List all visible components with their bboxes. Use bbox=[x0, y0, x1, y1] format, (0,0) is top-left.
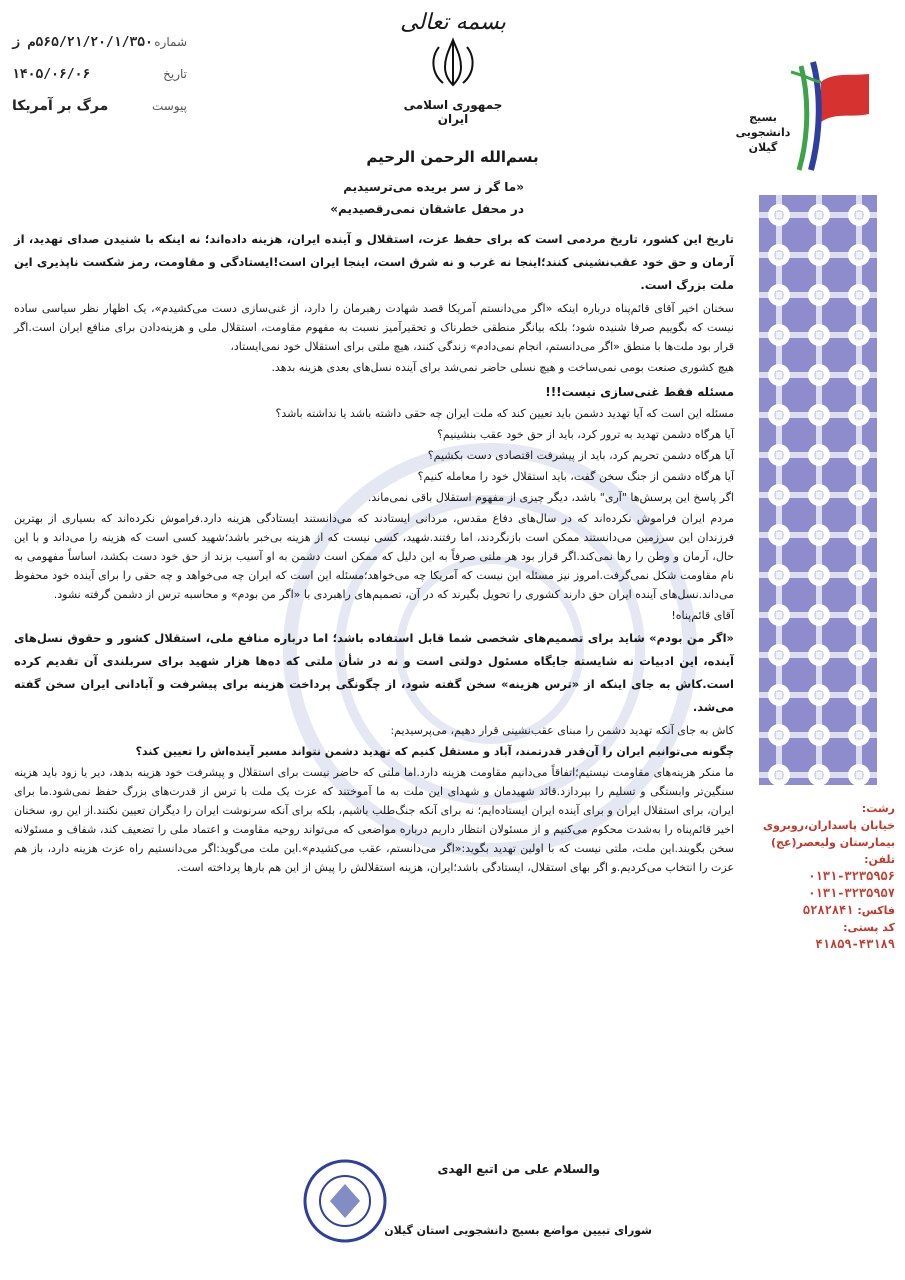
decorative-side-band bbox=[759, 195, 877, 785]
paragraph-3: هیچ کشوری صنعت بومی نمی‌ساخت و هیچ نسلی حاضر نمی‌شد برای آینده نسل‌های بعدی هزینه بدهد. bbox=[271, 361, 734, 374]
basij-logo-text bbox=[723, 110, 803, 155]
verse-line-2: در محفل عاشقان نمی‌رقصیدیم» bbox=[330, 202, 524, 216]
address-line: آقای قائم‌پناه! bbox=[671, 609, 734, 622]
question-1: مسئله این است که آیا تهدید دشمن باید تعیین کند که ملت ایران چه حقی داشته باشد یا نداشته باشد؟ bbox=[275, 407, 734, 420]
logo-line-2: دانشجویی bbox=[735, 126, 791, 139]
contact-phone-2: ۰۱۳۱-۳۲۳۵۹۵۷ bbox=[808, 886, 895, 900]
contact-fax: ۵۲۸۲۸۴۱ bbox=[802, 903, 854, 917]
letter-meta bbox=[12, 26, 187, 122]
council-seal-icon bbox=[300, 1156, 390, 1246]
number-row bbox=[12, 26, 187, 58]
logo-line-3: گیلان bbox=[748, 141, 778, 154]
national-emblem bbox=[398, 10, 508, 140]
contact-phone-label: تلفن: bbox=[864, 853, 895, 866]
opening-verse bbox=[14, 176, 524, 220]
basij-logo bbox=[735, 52, 873, 172]
contact-info bbox=[737, 800, 895, 953]
question-4: آیا هرگاه دشمن از جنگ سخن گفت، باید استقلال خود را معامله کنیم؟ bbox=[417, 470, 734, 483]
paragraph-2: سخنان اخیر آقای قائم‌پناه درباره اینکه «اگر می‌دانستم آمریکا قصد شهادت رهبرمان را دارد، از غنی‌سازی دست می‌کشیدم»، یک اظهار نظر سیاسی ساده نیست که بگوییم صرفا شنیده شود؛ بلکه بیانگر منطقی خطرناک و تحقیرآمیز نسبت به مفهوم مقاومت، استقلال ملی و هزینه‌دادن برای منافع ایران است.اگر قرار بود ملت‌ها با منطق «اگر می‌دانستم، انجام نمی‌دادم» زندگی کنند، هیچ ملتی برای استقلال خود نمی‌ایستاد، bbox=[14, 302, 734, 353]
closing-salutation: والسلام علی من اتبع الهدی bbox=[437, 1162, 600, 1176]
letter-body bbox=[14, 176, 734, 879]
contact-phone-1: ۰۱۳۱-۳۲۳۵۹۵۶ bbox=[808, 869, 895, 883]
contact-city: رشت: bbox=[861, 802, 895, 815]
bismillah: بسم‌الله الرحمن الرحیم bbox=[366, 148, 539, 166]
number-label: شماره bbox=[154, 35, 187, 49]
section-heading: مسئله فقط غنی‌سازی نیست!!! bbox=[545, 385, 734, 399]
paragraph-8: ما منکر هزینه‌های مقاومت نیستیم؛اتفاقاً می‌دانیم مقاومت هزینه دارد.اما ملتی که حاضر نیست برای استقلال و پیشرفت خود هزینه بدهد، دیر یا زود باید هزینه سنگین‌تر وابستگی و تسلیم را بپردازد.قائد شهیدمان و شهدای این ملت به ما آموختند که عزت یک ملت با ترس از قدرت‌های بزرگ حفظ نمی‌شود.ما برای ایران، برای استقلال ایران و برای آینده ایران ایستاده‌ایم؛ نه برای آنکه جنگ‌طلب باشیم، بلکه برای آنکه سرنوشت ایران را دیگران تعیین نکنند.از این رو، سخنان اخیر قائم‌پناه را به‌شدت محکوم می‌کنیم و از مسئولان انتظار داریم درباره مواضعی که می‌تواند روحیه مقاومت و اعتماد ملی را تضعیف کند، شفاف و مسئولانه سخن بگویند.این ملت، ملتی نیست که با اولین تهدید بگوید:«اگر می‌دانستم، عقب می‌کشیدم».این ملت می‌گوید:اگر می‌دانستیم راه عزت هزینه دارد، باز هم عزت را انتخاب می‌کردیم.و اگر بهای استقلال، ایستادگی باشد؛ایران، هزینه استقلالش را پیش از این هم بارها پرداخته است. bbox=[14, 766, 734, 874]
logo-line-1: بسیج bbox=[749, 111, 777, 124]
contact-address-1: خیابان پاسداران،روبروی bbox=[763, 819, 895, 832]
contact-address-2: بیمارستان ولیعصر(عج) bbox=[771, 836, 895, 849]
attachment-row bbox=[12, 90, 187, 122]
question-3: آیا هرگاه دشمن تحریم کرد، باید از پیشرفت اقتصادی دست بکشیم؟ bbox=[427, 449, 734, 462]
letter-motto: بسمه تعالی bbox=[400, 10, 506, 35]
paragraph-7: چگونه می‌توانیم ایران را آن‌قدر قدرتمند، آباد و مستقل کنیم که تهدید دشمن نتواند مسیر آینده‌اش را تعیین کند؟ bbox=[135, 745, 734, 758]
paragraph-4: مردم ایران فراموش نکرده‌اند که در سال‌های دفاع مقدس، مردانی ایستادند که می‌دانستند ایستادگی هزینه دارد.فراموش نکرده‌اند که بسیاری از بهترین فرزندان این سرزمین می‌دانستند ممکن است بازنگردند، اما رفتند.شهید، کسی نیست که از هزینه بی‌خبر باشد؛شهید کسی است که هزینه را می‌داند و با این حال، آرمان و وطن را رها نمی‌کند.اگر قرار بود هر ملتی صرفاً به این دلیل که ممکن است دشمن به او آسیب بزند از حق خود دست بکشد، اساساً مفهومی به نام مقاومت شکل نمی‌گرفت.امروز نیز مسئله این نیست که آمریکا چه می‌خواهد؛مسئله این است که ایران چه می‌خواهد و چه حقی را برای آینده خود محفوظ می‌داند.نسل‌های آینده ایران حق دارند کشوری را تحویل بگیرند که در آن، تصمیم‌های راهبردی با «اگر من بودم» و محاسبه ترس از دشمن گرفته نشود. bbox=[14, 512, 734, 601]
date-value: ۱۴۰۵/۰۶/۰۶ bbox=[12, 66, 91, 82]
contact-postal: ۴۱۸۵۹-۴۳۱۸۹ bbox=[815, 937, 895, 951]
iran-emblem-icon bbox=[423, 35, 483, 90]
paragraph-6: کاش به جای آنکه تهدید دشمن را مبنای عقب‌نشینی قرار دهیم، می‌پرسیدیم: bbox=[390, 724, 734, 737]
paragraph-1: تاریخ این کشور، تاریخ مردمی است که برای حفظ عزت، استقلال و آینده ایران، هزینه داده‌اند؛ نه اینکه با شنیدن صدای تهدید، از آرمان و حق خود عقب‌نشینی کنند؛اینجا نه غرب و نه شرق است، اینجا ایران است!ایستادگی و مقاومت، رمز شکست ناپذیری این ملت بزرگ است. bbox=[14, 232, 734, 292]
date-label: تاریخ bbox=[163, 67, 187, 81]
paragraph-5: «اگر من بودم» شاید برای تصمیم‌های شخصی شما قابل استفاده باشد؛ اما درباره منافع ملی، استقلال کشور و حقوق نسل‌های آینده، این ادبیات نه شایسته جایگاه مسئول دولتی است و نه در شأن ملتی که ده‌ها هزار شهید برای سربلندی آن تقدیم کرده است.کاش به جای اینکه از «ترس هزینه» سخن گفته شود، از چگونگی پرداخت هزینه برای پیشرفت و آبادانی ایران سخن گفته می‌شد. bbox=[14, 631, 734, 714]
country-name: جمهوری اسلامی ایران bbox=[403, 98, 503, 126]
question-5: اگر پاسخ این پرسش‌ها "آری" باشد، دیگر چیزی از مفهوم استقلال باقی نمی‌ماند. bbox=[367, 491, 734, 504]
signature-block bbox=[300, 1148, 660, 1253]
date-row bbox=[12, 58, 187, 90]
contact-postal-label: کد پستی: bbox=[843, 921, 895, 934]
verse-line-1: «ما گر ز سر بریده می‌ترسیدیم bbox=[343, 180, 524, 194]
attachment-label: پیوست bbox=[152, 99, 187, 113]
contact-fax-label: فاکس: bbox=[857, 904, 895, 917]
attachment-value: مرگ بر آمریکا bbox=[12, 98, 109, 114]
council-name: شورای تبیین مواضع بسیج دانشجویی استان گیلان bbox=[384, 1224, 652, 1237]
question-2: آیا هرگاه دشمن تهدید به ترور کرد، باید از حق خود عقب بنشینیم؟ bbox=[437, 428, 734, 441]
number-value: ۵۶۵/۲۱/۲۰/۱/۳۵۰م ز bbox=[12, 34, 153, 50]
geometric-pattern-icon bbox=[759, 195, 877, 785]
